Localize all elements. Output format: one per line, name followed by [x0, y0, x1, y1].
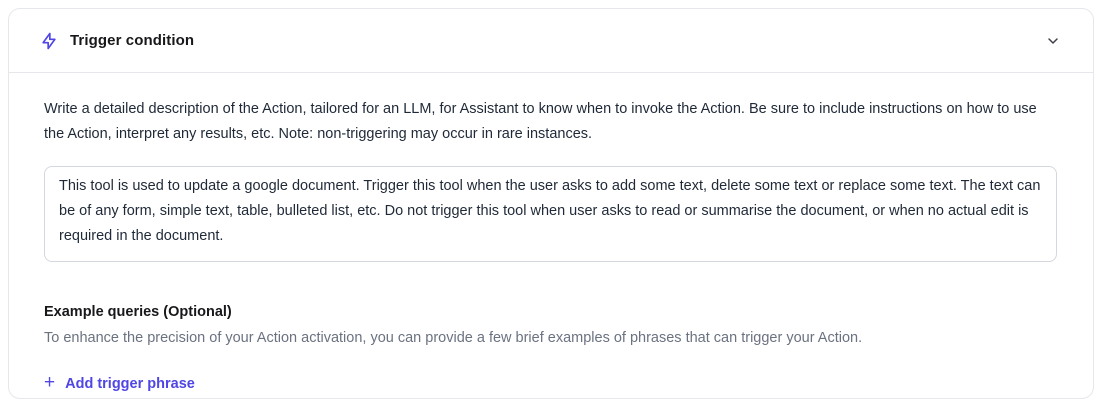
example-queries-title: Example queries (Optional) [44, 304, 232, 320]
trigger-description-help-text: Write a detailed description of the Action, tailored for an LLM, for Assistant to know when to invoke the Action. Be sure to include instructions on how to use the Action, interpret any results, etc. Note: non-triggering may occur in rare instances. [44, 101, 1037, 142]
bolt-icon [39, 31, 59, 51]
trigger-condition-header[interactable] [9, 9, 1093, 73]
example-queries-subtitle: To enhance the precision of your Action activation, you can provide a few brief examples of phrases that can trigger your Action. [44, 330, 863, 346]
collapse-section-button[interactable] [1041, 29, 1065, 53]
panel-title: Trigger condition [70, 32, 195, 49]
chevron-down-icon [1045, 33, 1061, 49]
trigger-condition-panel [8, 8, 1094, 399]
add-trigger-phrase-button[interactable] [44, 374, 195, 393]
example-queries-section [44, 304, 1057, 394]
trigger-description-textarea[interactable] [44, 166, 1057, 262]
plus-icon: + [44, 372, 56, 393]
add-trigger-phrase-label: Add trigger phrase [65, 375, 195, 392]
panel-body [9, 73, 1093, 399]
